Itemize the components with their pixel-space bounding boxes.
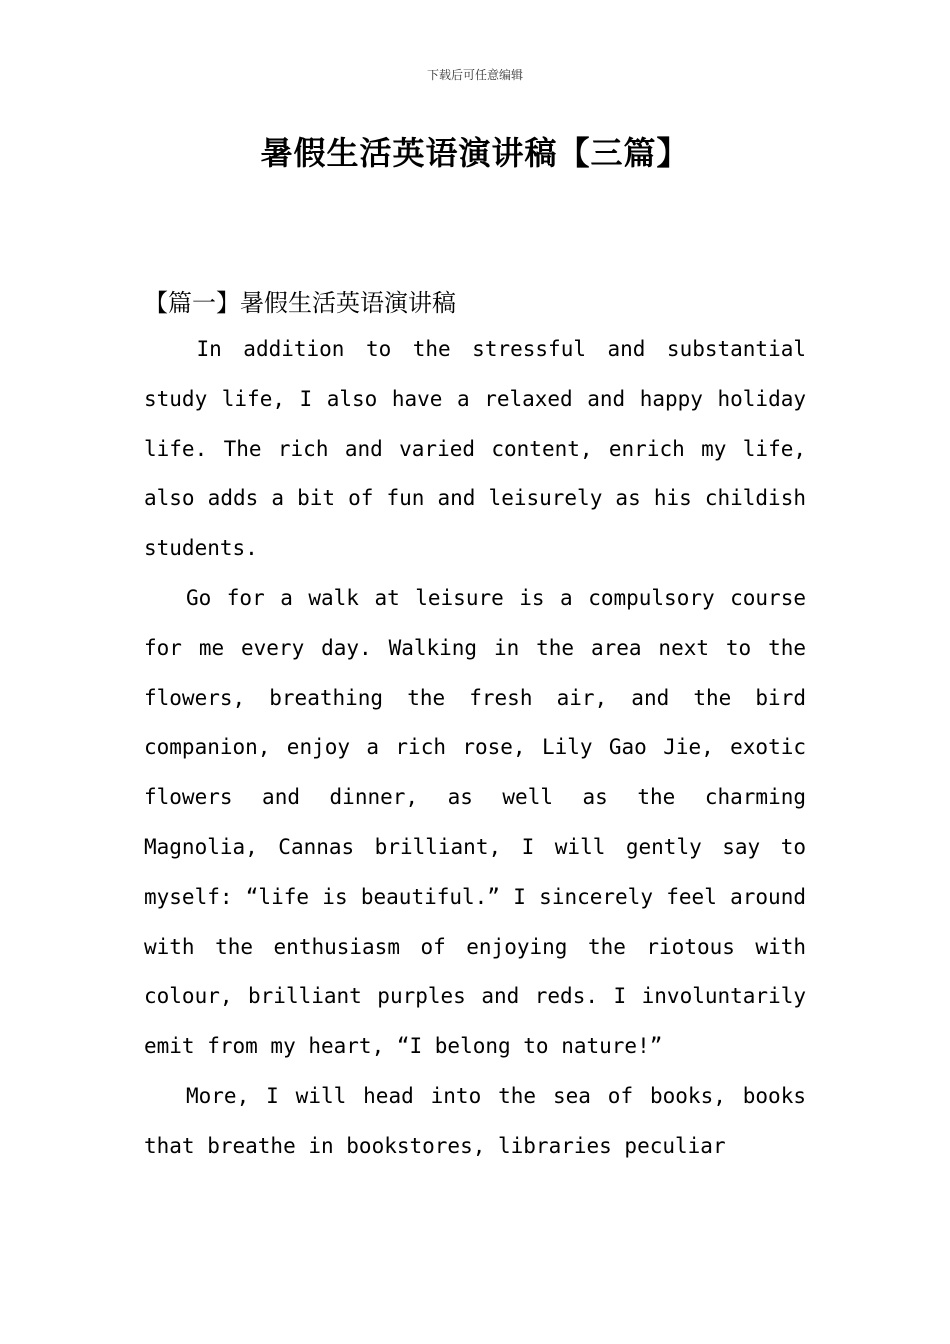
document-title: 暑假生活英语演讲稿【三篇】	[260, 134, 690, 172]
paragraph-2: Go for a walk at leisure is a compulsory course for me every day. Walking in the area next to the flowers, breathing the fresh air, and the bird companion, enjoy a rich rose, Lily Gao Jie, exotic flowers and dinner, as well as the charming Magnolia, Cannas brilliant, I will gently say to myself: “life is beautiful.” I sincerely feel around with the enthusiasm of enjoying the riotous with colour, brilliant purples and reds. I involuntarily emit from my heart, “I belong to nature!”	[144, 585, 806, 1059]
header-note: 下载后可任意编辑	[426, 68, 523, 82]
body-text	[144, 325, 806, 1172]
section-heading: 【篇一】暑假生活英语演讲稿	[144, 289, 456, 317]
paragraph-1: In addition to the stressful and substantial study life, I also have a relaxed and happy holiday life. The rich and varied content, enrich my life, also adds a bit of fun and leisurely as his childish students.	[144, 337, 806, 561]
paragraph-3: More, I will head into the sea of books, books that breathe in bookstores, libraries peculiar	[144, 1083, 806, 1158]
